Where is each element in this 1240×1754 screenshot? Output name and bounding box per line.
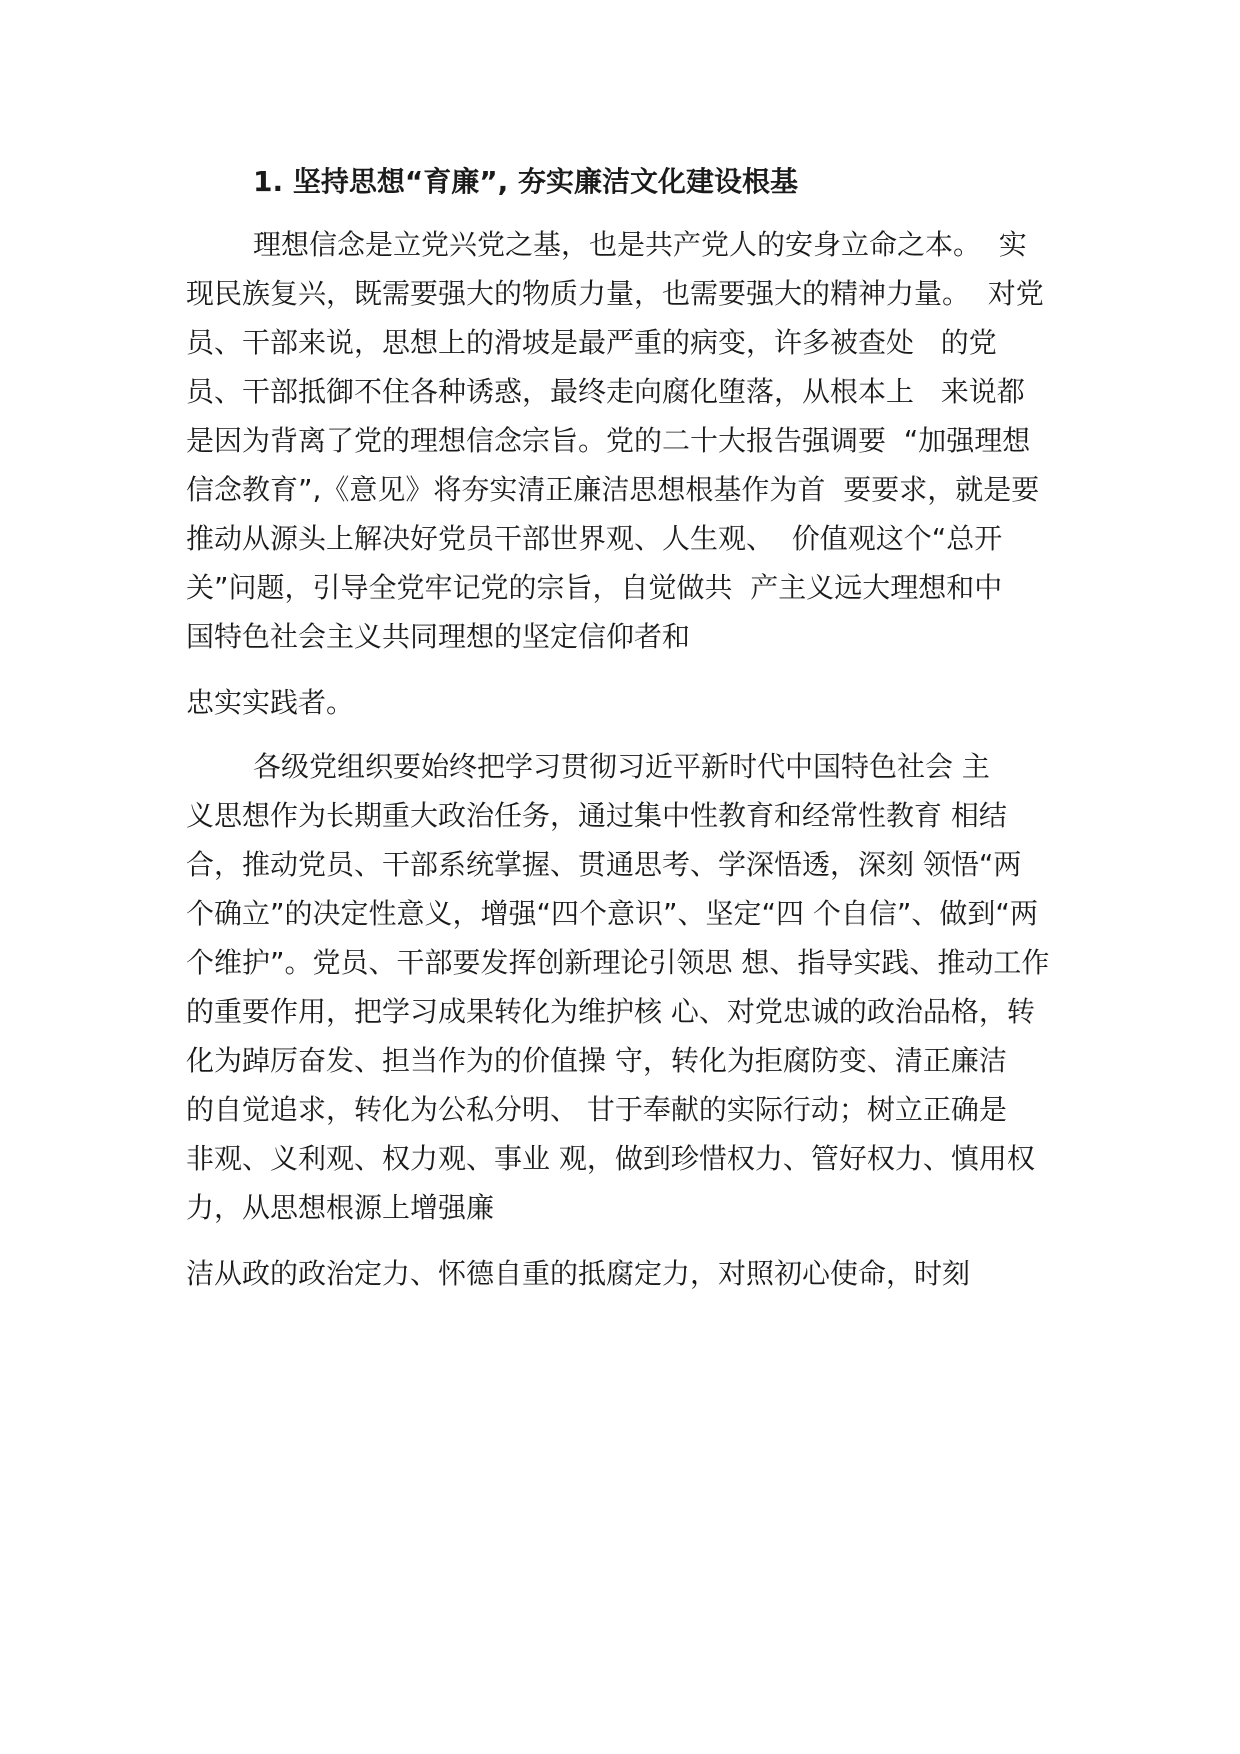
paragraph-2-line-7: 化为踔厉奋发、担当作为的价值操 守，转化为拒腐防变、清正廉洁 [186,1044,1007,1077]
paragraph-1-line-9: 国特色社会主义共同理想的坚定信仰者和 [186,620,691,653]
paragraph-1-line-7: 推动从源头上解决好党员干部世界观、人生观、 价值观这个“总开 [186,522,1003,555]
paragraph-2-line-5: 个维护”。党员、干部要发挥创新理论引领思 想、指导实践、推动工作 [186,946,1050,979]
paragraph-1-line-4: 员、干部抵御不住各种诱惑，最终走向腐化堕落，从根本上 来说都 [186,375,1025,408]
paragraph-2-line-4: 个确立”的决定性意义，增强“四个意识”、坚定“四 个自信”、做到“两 [186,897,1038,930]
paragraph-1-line-2: 现民族复兴，既需要强大的物质力量，也需要强大的精神力量。 对党 [186,277,1044,310]
paragraph-2-line-10: 力，从思想根源上增强廉 [186,1191,495,1224]
paragraph-1-line-5: 是因为背离了党的理想信念宗旨。党的二十大报告强调要 “加强理想 [186,424,1031,457]
paragraph-2-line-6: 的重要作用，把学习成果转化为维护核 心、对党忠诚的政治品格，转 [186,995,1035,1028]
paragraph-2-line-8: 的自觉追求，转化为公私分明、 甘于奉献的实际行动；树立正确是 [186,1093,1007,1126]
paragraph-2-line-2: 义思想作为长期重大政治任务，通过集中性教育和经常性教育 相结 [186,799,1007,832]
paragraph-2-line-3: 合，推动党员、干部系统掌握、贯通思考、学深悟透，深刻 领悟“两 [186,848,1022,881]
paragraph-1-line-6: 信念教育”,《意见》将夯实清正廉洁思想根基作为首 要要求，就是要 [186,473,1040,506]
paragraph-1-line-1: 理想信念是立党兴党之基，也是共产党人的安身立命之本。 实 [253,228,1027,261]
paragraph-2-line-9: 非观、义利观、权力观、事业 观，做到珍惜权力、管好权力、慎用权 [186,1142,1035,1175]
paragraph-1-line-8: 关”问题，引导全党牢记党的宗旨，自觉做共 产主义远大理想和中 [186,571,1003,604]
section-heading: 1. 坚持思想“育廉”, 夯实廉洁文化建设根基 [253,165,799,198]
paragraph-1-line-3: 员、干部来说，思想上的滑坡是最严重的病变，许多被查处 的党 [186,326,997,359]
paragraph-1-end: 忠实实践者。 [186,686,355,719]
paragraph-2-line-1: 各级党组织要始终把学习贯彻习近平新时代中国特色社会 主 [253,750,990,783]
paragraph-2-end: 洁从政的政治定力、怀德自重的抵腐定力，对照初心使命，时刻 [186,1257,971,1290]
